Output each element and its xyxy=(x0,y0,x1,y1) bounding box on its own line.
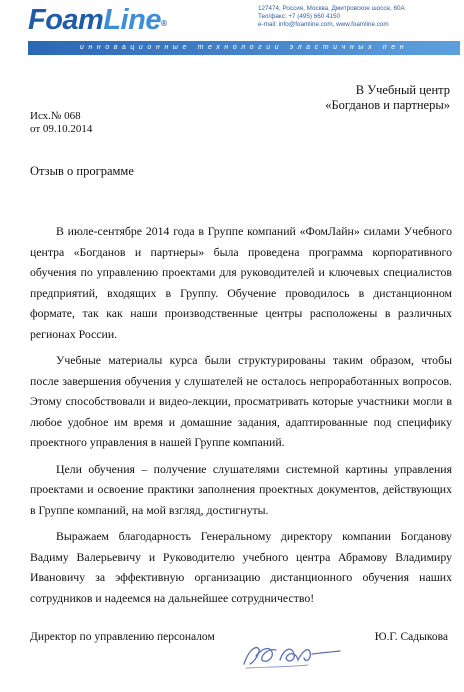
addressee-block xyxy=(325,83,450,113)
slogan-bar xyxy=(28,41,460,55)
registered-mark: ® xyxy=(160,19,167,28)
company-phone: Тел/факс: +7 (495) 660 4150 xyxy=(258,12,341,20)
letterhead xyxy=(0,0,464,60)
logo-text-foam: Foam xyxy=(28,4,104,36)
foamline-logo xyxy=(28,2,166,38)
outgoing-number: Исх.№ 068 xyxy=(30,110,81,122)
company-address: 127474, Россия, Москва, Дмитровское шоссе, 60А xyxy=(258,5,405,12)
company-email-web: e-mail: info@foamline.com, www.foamline.com xyxy=(258,20,389,28)
letter-body xyxy=(30,221,452,614)
company-slogan: инновационные технологии эластичных пен xyxy=(79,44,409,51)
addressee-line-1: В Учебный центр xyxy=(355,83,450,97)
body-paragraph: В июле-сентябре 2014 года в Группе компаний «ФомЛайн» силами Учебного центра «Богданов и партнеры» была проведена программа корпоративного обучения по управлению проектами для руководителей и ключевых специалистов предприятий, входящих в Группу. Обучение проводилось в дистанционном формате, так как наши производственные центры расположены в различных регионах России. xyxy=(30,224,452,341)
body-paragraph: Учебные материалы курса были структурированы таким образом, чтобы после завершения обучения у слушателей не осталось непроработанных вопросов. Этому способствовали и видео-лекции, просматривать которые участники могли в любое удобное им время и домашние задания, адаптированные под специфику проектного управления в нашей Группе компаний. xyxy=(30,353,452,449)
logo-text-line: Line xyxy=(103,4,161,36)
letter-subject: Отзыв о программе xyxy=(30,164,134,178)
company-contacts xyxy=(258,5,458,28)
outgoing-date: от 09.10.2014 xyxy=(30,123,93,135)
handwritten-signature xyxy=(236,634,346,674)
outgoing-reference xyxy=(30,110,92,136)
body-paragraph: Цели обучения – получение слушателями системной картины управления проектами и освоение практики заполнения проектных документов, действующих в Группе компаний, на мой взгляд, достигнуты. xyxy=(30,461,452,517)
addressee-line-2: «Богданов и партнеры» xyxy=(325,98,450,112)
signer-name: Ю.Г. Садыкова xyxy=(374,631,448,643)
body-paragraph: Выражаем благодарность Генеральному директору компании Богданову Вадиму Валерьевичу и Руководителю учебного центра Абрамову Владимиру Ивановичу за эффективную организацию дистанционного обучения наших сотрудников и надеемся на дальнейшее сотрудничество! xyxy=(30,529,452,605)
signer-position: Директор по управлению персоналом xyxy=(30,631,215,643)
